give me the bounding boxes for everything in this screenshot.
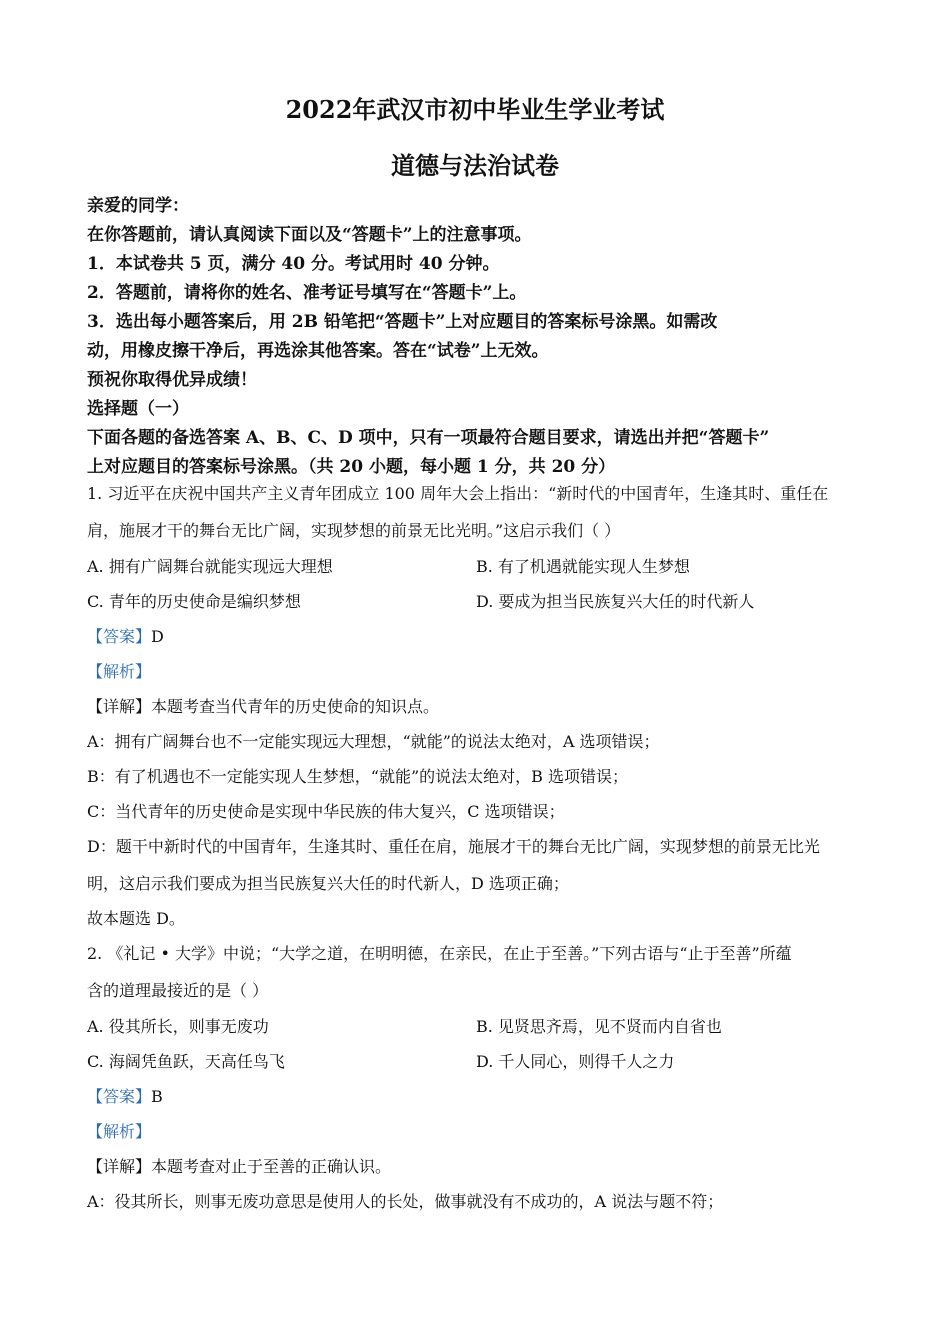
q1-option-a: A. 拥有广阔舞台就能实现远大理想 [87,557,333,576]
q2-stem: 2. 《礼记 • 大学》中说；“大学之道，在明明德，在亲民，在止于至善。”下列古语与“止于至善”所蕴 [87,944,792,963]
exam-subtitle: 道德与法治试卷 [391,151,559,180]
q1-explain-a: A：拥有广阔舞台也不一定能实现远大理想，“就能”的说法太绝对，A 选项错误； [87,732,660,751]
q2-option-a: A. 役其所长，则事无废功 [87,1017,269,1036]
q2-option-b: B. 见贤思齐焉，见不贤而内自省也 [476,1017,722,1036]
notice-wish: 预祝你取得优异成绩！ [87,370,257,390]
q2-option-d: D. 千人同心，则得千人之力 [476,1052,675,1071]
q1-option-c: C. 青年的历史使命是编织梦想 [87,592,301,611]
q2-analysis-tag: 【解析】 [87,1122,152,1141]
notice-greeting: 亲爱的同学： [87,196,189,216]
answer-value: B [151,1087,163,1106]
detail-text: 本题考查当代青年的历史使命的知识点。 [151,697,440,716]
answer-tag: 【答案】 [87,1087,152,1106]
q1-detail [87,694,439,717]
q1-option-d: D. 要成为担当民族复兴大任的时代新人 [476,592,755,611]
q2-stem-cont: 含的道理最接近的是（ ） [87,981,269,1000]
q1-stem: 1. 习近平在庆祝中国共产主义青年团成立 100 周年大会上指出：“新时代的中国青年，生逢其时、重任在 [87,484,829,503]
q1-stem-cont: 肩，施展才干的舞台无比广阔，实现梦想的前景无比光明。”这启示我们（ ） [87,521,621,540]
detail-tag: 【详解】 [87,697,152,716]
q1-explain-c: C：当代青年的历史使命是实现中华民族的伟大复兴，C 选项错误； [87,802,565,821]
notice-item-3-cont: 动，用橡皮擦干净后，再选涂其他答案。答在“试卷”上无效。 [87,341,549,361]
notice-item-3: 3．选出每小题答案后，用 2B 铅笔把“答题卡”上对应题目的答案标号涂黑。如需改 [87,312,718,332]
section-desc: 下面各题的备选答案 A、B、C、D 项中，只有一项最符合题目要求，请选出并把“答题卡” [87,428,770,448]
detail-text: 本题考查对止于至善的正确认识。 [151,1157,392,1176]
q1-explain-d: D：题干中新时代的中国青年，生逢其时、重任在肩，施展才干的舞台无比广阔，实现梦想的前景无比光 [87,837,820,856]
q1-answer [87,624,164,647]
q1-option-b: B. 有了机遇就能实现人生梦想 [476,557,690,576]
detail-tag: 【详解】 [87,1157,152,1176]
answer-tag: 【答案】 [87,627,152,646]
q2-answer [87,1084,163,1107]
q1-conclusion: 故本题选 D。 [87,909,185,928]
q2-explain-a: A：役其所长，则事无废功意思是使用人的长处，做事就没有不成功的，A 说法与题不符； [87,1192,724,1211]
notice-item-1: 1．本试卷共 5 页，满分 40 分。考试用时 40 分钟。 [87,254,500,274]
notice-intro: 在你答题前，请认真阅读下面以及“答题卡”上的注意事项。 [87,225,532,245]
notice-item-2: 2．答题前，请将你的姓名、准考证号填写在“答题卡”上。 [87,283,527,303]
q1-analysis-tag: 【解析】 [87,662,152,681]
q1-explain-b: B：有了机遇也不一定能实现人生梦想，“就能”的说法太绝对，B 选项错误； [87,767,628,786]
q2-detail [87,1154,391,1177]
q2-option-c: C. 海阔凭鱼跃，天高任鸟飞 [87,1052,285,1071]
section-title: 选择题（一） [87,399,189,419]
section-desc-cont: 上对应题目的答案标号涂黑。（共 20 小题，每小题 1 分，共 20 分） [87,457,616,477]
exam-title: 2022年武汉市初中毕业生学业考试 [285,95,665,124]
q1-explain-d-cont: 明，这启示我们要成为担当民族复兴大任的时代新人，D 选项正确； [87,874,569,893]
answer-value: D [151,627,164,646]
